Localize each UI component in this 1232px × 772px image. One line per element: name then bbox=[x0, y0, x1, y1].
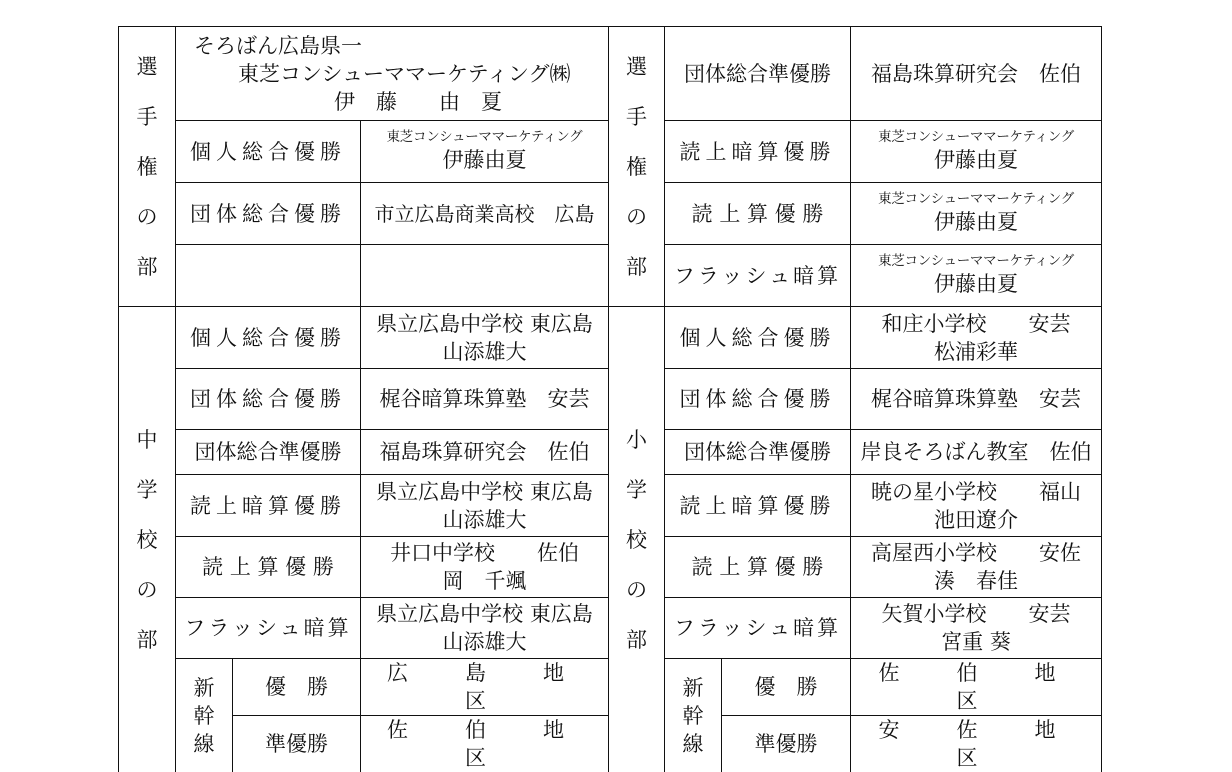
chugakko-kojin-value: 県立広島中学校 東広島 山添雄大 bbox=[361, 307, 609, 369]
shogakko-dantai-value: 梶谷暗算珠算塾 安芸 bbox=[851, 369, 1102, 430]
champion-title: そろばん広島県一 bbox=[186, 32, 608, 60]
label-yomiage-zan: 読 上 算 優 勝 bbox=[176, 537, 361, 598]
senshuken-dantai-jun-value: 福島珠算研究会 佐伯 bbox=[851, 27, 1102, 121]
label-dantai-yusho: 団体総合優勝 bbox=[176, 369, 361, 430]
section-senshuken-left: 選 手 権 の 部 bbox=[119, 27, 176, 307]
label-dantai-yusho: 団体総合優勝 bbox=[176, 183, 361, 245]
chugakko-shinkansen-yusho-value: 広 島 地 区 bbox=[361, 659, 609, 716]
label-dantai-junyusho: 団体総合準優勝 bbox=[665, 430, 851, 475]
senshuken-dantai-value: 市立広島商業高校 広島 bbox=[361, 183, 609, 245]
shogakko-kojin-value: 和庄小学校 安芸 松浦彩華 bbox=[851, 307, 1102, 369]
shogakko-shinkansen-junyusho-value: 安 佐 地 区 bbox=[851, 716, 1102, 772]
label-yomiage-zan: 読 上 算 優 勝 bbox=[665, 183, 851, 245]
label-dantai-yusho: 団体総合優勝 bbox=[665, 369, 851, 430]
senshuken-flash-value: 東芝コンシューママーケティング 伊藤由夏 bbox=[851, 245, 1102, 307]
shogakko-flash-value: 矢賀小学校 安芸 宮重 葵 bbox=[851, 598, 1102, 659]
shogakko-yomiage-zan-value: 高屋西小学校 安佐 湊 春佳 bbox=[851, 537, 1102, 598]
label-shinkansen-yusho: 優 勝 bbox=[722, 659, 851, 716]
label-kojin-yusho: 個人総合優勝 bbox=[176, 307, 361, 369]
chugakko-flash-value: 県立広島中学校 東広島 山添雄大 bbox=[361, 598, 609, 659]
empty-cell bbox=[176, 245, 361, 307]
label-kojin-yusho: 個人総合優勝 bbox=[665, 307, 851, 369]
chugakko-yomiage-zan-value: 井口中学校 佐伯 岡 千颯 bbox=[361, 537, 609, 598]
shogakko-yomiage-anzan-value: 暁の星小学校 福山 池田遼介 bbox=[851, 475, 1102, 537]
section-senshuken-right: 選 手 権 の 部 bbox=[609, 27, 665, 307]
label-dantai-junyusho: 団体総合準優勝 bbox=[176, 430, 361, 475]
senshuken-yomiage-anzan-value: 東芝コンシューママーケティング 伊藤由夏 bbox=[851, 121, 1102, 183]
label-flash: フラッシュ暗算 bbox=[665, 245, 851, 307]
shinkansen-label-left: 新 幹 線 bbox=[176, 659, 233, 772]
section-chugakko: 中 学 校 の 部 bbox=[119, 307, 176, 772]
chugakko-yomiage-anzan-value: 県立広島中学校 東広島 山添雄大 bbox=[361, 475, 609, 537]
label-yomiage-anzan: 読上暗算優勝 bbox=[176, 475, 361, 537]
shogakko-shinkansen-yusho-value: 佐 伯 地 区 bbox=[851, 659, 1102, 716]
champion-company: 東芝コンシューママーケティング㈱ bbox=[186, 60, 608, 88]
label-dantai-junyusho: 団体総合準優勝 bbox=[665, 27, 851, 121]
shogakko-dantai-jun-value: 岸良そろばん教室 佐伯 bbox=[851, 430, 1102, 475]
label-shinkansen-junyusho: 準優勝 bbox=[722, 716, 851, 772]
label-yomiage-zan: 読 上 算 優 勝 bbox=[665, 537, 851, 598]
chugakko-dantai-value: 梶谷暗算珠算塾 安芸 bbox=[361, 369, 609, 430]
label-yomiage-anzan: 読上暗算優勝 bbox=[665, 121, 851, 183]
champion-name: 伊 藤 由 夏 bbox=[186, 88, 608, 116]
label-shinkansen-junyusho: 準優勝 bbox=[233, 716, 361, 772]
label-flash: フラッシュ暗算 bbox=[665, 598, 851, 659]
results-table bbox=[118, 26, 1102, 772]
senshuken-kojin-value: 東芝コンシューママーケティング 伊藤由夏 bbox=[361, 121, 609, 183]
senshuken-yomiage-zan-value: 東芝コンシューママーケティング 伊藤由夏 bbox=[851, 183, 1102, 245]
label-flash: フラッシュ暗算 bbox=[176, 598, 361, 659]
label-shinkansen-yusho: 優 勝 bbox=[233, 659, 361, 716]
chugakko-dantai-jun-value: 福島珠算研究会 佐伯 bbox=[361, 430, 609, 475]
chugakko-shinkansen-junyusho-value: 佐 伯 地 区 bbox=[361, 716, 609, 772]
label-yomiage-anzan: 読上暗算優勝 bbox=[665, 475, 851, 537]
shinkansen-label-right: 新 幹 線 bbox=[665, 659, 722, 772]
section-shogakko: 小 学 校 の 部 bbox=[609, 307, 665, 772]
label-kojin-yusho: 個人総合優勝 bbox=[176, 121, 361, 183]
champion-cell bbox=[176, 27, 609, 121]
empty-cell bbox=[361, 245, 609, 307]
